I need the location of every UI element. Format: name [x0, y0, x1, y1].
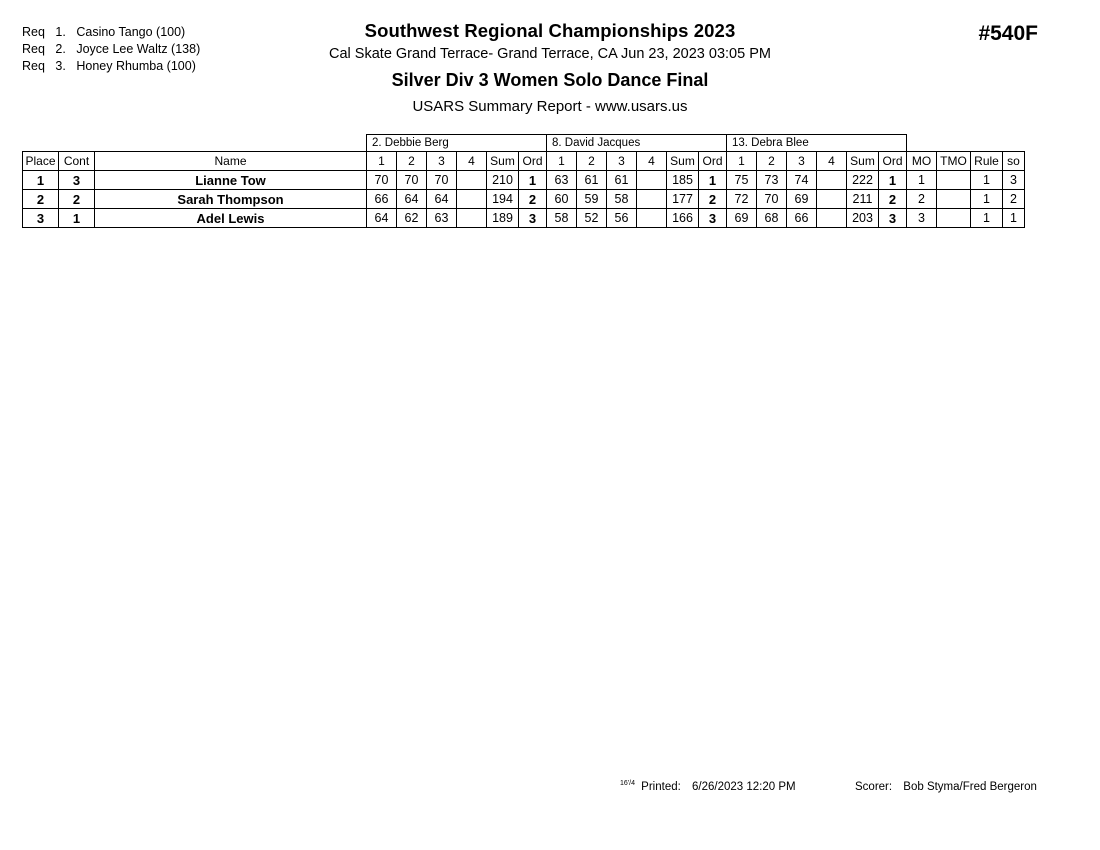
column-header-cont: Cont: [59, 152, 95, 171]
scorer-info: [855, 781, 1037, 793]
requirement-number: 1.: [55, 25, 66, 39]
cell-sum: 177: [667, 190, 699, 209]
results-table: [22, 134, 1025, 228]
cell-score: 62: [397, 209, 427, 228]
cell-cont: 1: [59, 209, 95, 228]
column-header-so: so: [1003, 152, 1025, 171]
cell-score: [457, 171, 487, 190]
footer-version-mark: 16'/4: [620, 780, 635, 787]
column-header-j1-p2: 1: [547, 152, 577, 171]
column-header-rule: Rule: [971, 152, 1003, 171]
cell-score: [637, 171, 667, 190]
scorer-label: Scorer:: [855, 781, 893, 793]
cell-tmo: [937, 209, 971, 228]
requirement-text: Honey Rhumba (100): [76, 59, 196, 73]
results-table-wrapper: [22, 134, 1025, 228]
cell-score: 70: [757, 190, 787, 209]
column-header-sum-p2: Sum: [667, 152, 699, 171]
cell-score: [817, 171, 847, 190]
column-header-place: Place: [23, 152, 59, 171]
cell-rule: 1: [971, 209, 1003, 228]
cell-score: 58: [607, 190, 637, 209]
cell-score: 56: [607, 209, 637, 228]
cell-score: 70: [427, 171, 457, 190]
cell-mo: 1: [907, 171, 937, 190]
column-header-ord-p3: Ord: [879, 152, 907, 171]
cell-ord: 3: [519, 209, 547, 228]
cell-ord: 3: [879, 209, 907, 228]
cell-sum: 185: [667, 171, 699, 190]
page-title: Southwest Regional Championships 2023: [364, 20, 736, 41]
column-header-ord-p2: Ord: [699, 152, 727, 171]
judge-band-spacer: [23, 135, 59, 152]
cell-place: 3: [23, 209, 59, 228]
cell-score: 64: [367, 209, 397, 228]
printed-label: Printed:: [641, 780, 681, 793]
printed-info: [620, 780, 796, 793]
column-header-j4-p3: 4: [817, 152, 847, 171]
cell-tmo: [937, 190, 971, 209]
cell-score: 68: [757, 209, 787, 228]
cell-rule: 1: [971, 171, 1003, 190]
scorer-names: Bob Styma/Fred Bergeron: [903, 781, 1037, 793]
column-header-j3-p3: 3: [787, 152, 817, 171]
cell-name: Lianne Tow: [95, 171, 367, 190]
cell-name: Sarah Thompson: [95, 190, 367, 209]
cell-sum: 203: [847, 209, 879, 228]
cell-score: 64: [397, 190, 427, 209]
judge-1-label: 2. Debbie Berg: [367, 135, 547, 152]
cell-score: 61: [607, 171, 637, 190]
column-header-j3-p2: 3: [607, 152, 637, 171]
report-header: [0, 20, 1100, 115]
cell-score: [457, 209, 487, 228]
table-row: [23, 190, 1025, 209]
cell-score: 72: [727, 190, 757, 209]
column-header-j4-p1: 4: [457, 152, 487, 171]
cell-ord: 3: [699, 209, 727, 228]
cell-score: 64: [427, 190, 457, 209]
cell-cont: 3: [59, 171, 95, 190]
cell-sum: 210: [487, 171, 519, 190]
requirement-label: Req: [22, 59, 45, 73]
venue-line: Cal Skate Grand Terrace- Grand Terrace, CA Jun 23, 2023 03:05 PM: [329, 46, 771, 62]
column-header-sum-p1: Sum: [487, 152, 519, 171]
column-header-j2-p3: 2: [757, 152, 787, 171]
judge-band-spacer: [95, 135, 367, 152]
cell-sum: 189: [487, 209, 519, 228]
cell-ord: 1: [879, 171, 907, 190]
cell-tmo: [937, 171, 971, 190]
cell-score: 73: [757, 171, 787, 190]
cell-sum: 166: [667, 209, 699, 228]
cell-score: 60: [547, 190, 577, 209]
judge-2-label: 8. David Jacques: [547, 135, 727, 152]
column-header-j2-p2: 2: [577, 152, 607, 171]
cell-mo: 2: [907, 190, 937, 209]
column-header-ord-p1: Ord: [519, 152, 547, 171]
judge-band-spacer: [1003, 135, 1025, 152]
cell-so: 1: [1003, 209, 1025, 228]
cell-place: 1: [23, 171, 59, 190]
judge-3-label: 13. Debra Blee: [727, 135, 907, 152]
cell-score: 61: [577, 171, 607, 190]
column-header-name: Name: [95, 152, 367, 171]
cell-ord: 1: [519, 171, 547, 190]
judge-band-spacer: [59, 135, 95, 152]
column-header-j1-p1: 1: [367, 152, 397, 171]
cell-score: 75: [727, 171, 757, 190]
report-subtitle: USARS Summary Report - www.usars.us: [412, 98, 688, 115]
judge-band-spacer: [907, 135, 937, 152]
cell-score: 52: [577, 209, 607, 228]
cell-score: [457, 190, 487, 209]
cell-mo: 3: [907, 209, 937, 228]
cell-score: [637, 190, 667, 209]
requirement-number: 3.: [55, 59, 66, 73]
cell-score: 63: [427, 209, 457, 228]
cell-score: 70: [397, 171, 427, 190]
cell-score: 69: [787, 190, 817, 209]
cell-score: [817, 209, 847, 228]
cell-ord: 2: [879, 190, 907, 209]
judge-band-spacer: [971, 135, 1003, 152]
requirement-label: Req: [22, 25, 45, 39]
cell-sum: 222: [847, 171, 879, 190]
cell-so: 3: [1003, 171, 1025, 190]
cell-rule: 1: [971, 190, 1003, 209]
cell-cont: 2: [59, 190, 95, 209]
cell-score: 74: [787, 171, 817, 190]
event-title: Silver Div 3 Women Solo Dance Final: [391, 70, 709, 90]
column-header-sum-p3: Sum: [847, 152, 879, 171]
table-header-row: [23, 152, 1025, 171]
cell-score: 70: [367, 171, 397, 190]
cell-sum: 194: [487, 190, 519, 209]
cell-ord: 1: [699, 171, 727, 190]
judge-band-row: [23, 135, 1025, 152]
table-row: [23, 209, 1025, 228]
requirement-text: Casino Tango (100): [76, 25, 186, 39]
cell-score: 59: [577, 190, 607, 209]
cell-score: 66: [367, 190, 397, 209]
cell-score: [817, 190, 847, 209]
column-header-j3-p1: 3: [427, 152, 457, 171]
cell-score: 69: [727, 209, 757, 228]
cell-place: 2: [23, 190, 59, 209]
requirement-label: Req: [22, 42, 45, 56]
column-header-j4-p2: 4: [637, 152, 667, 171]
cell-score: [637, 209, 667, 228]
cell-name: Adel Lewis: [95, 209, 367, 228]
cell-ord: 2: [519, 190, 547, 209]
event-code: #540F: [978, 22, 1038, 45]
column-header-mo: MO: [907, 152, 937, 171]
cell-ord: 2: [699, 190, 727, 209]
cell-sum: 211: [847, 190, 879, 209]
table-row: [23, 171, 1025, 190]
requirement-text: Joyce Lee Waltz (138): [76, 42, 201, 56]
cell-score: 63: [547, 171, 577, 190]
judge-band-spacer: [937, 135, 971, 152]
column-header-j2-p1: 2: [397, 152, 427, 171]
cell-score: 66: [787, 209, 817, 228]
cell-score: 58: [547, 209, 577, 228]
cell-so: 2: [1003, 190, 1025, 209]
requirement-number: 2.: [55, 42, 66, 56]
printed-timestamp: 6/26/2023 12:20 PM: [692, 780, 796, 793]
column-header-j1-p3: 1: [727, 152, 757, 171]
column-header-tmo: TMO: [937, 152, 971, 171]
